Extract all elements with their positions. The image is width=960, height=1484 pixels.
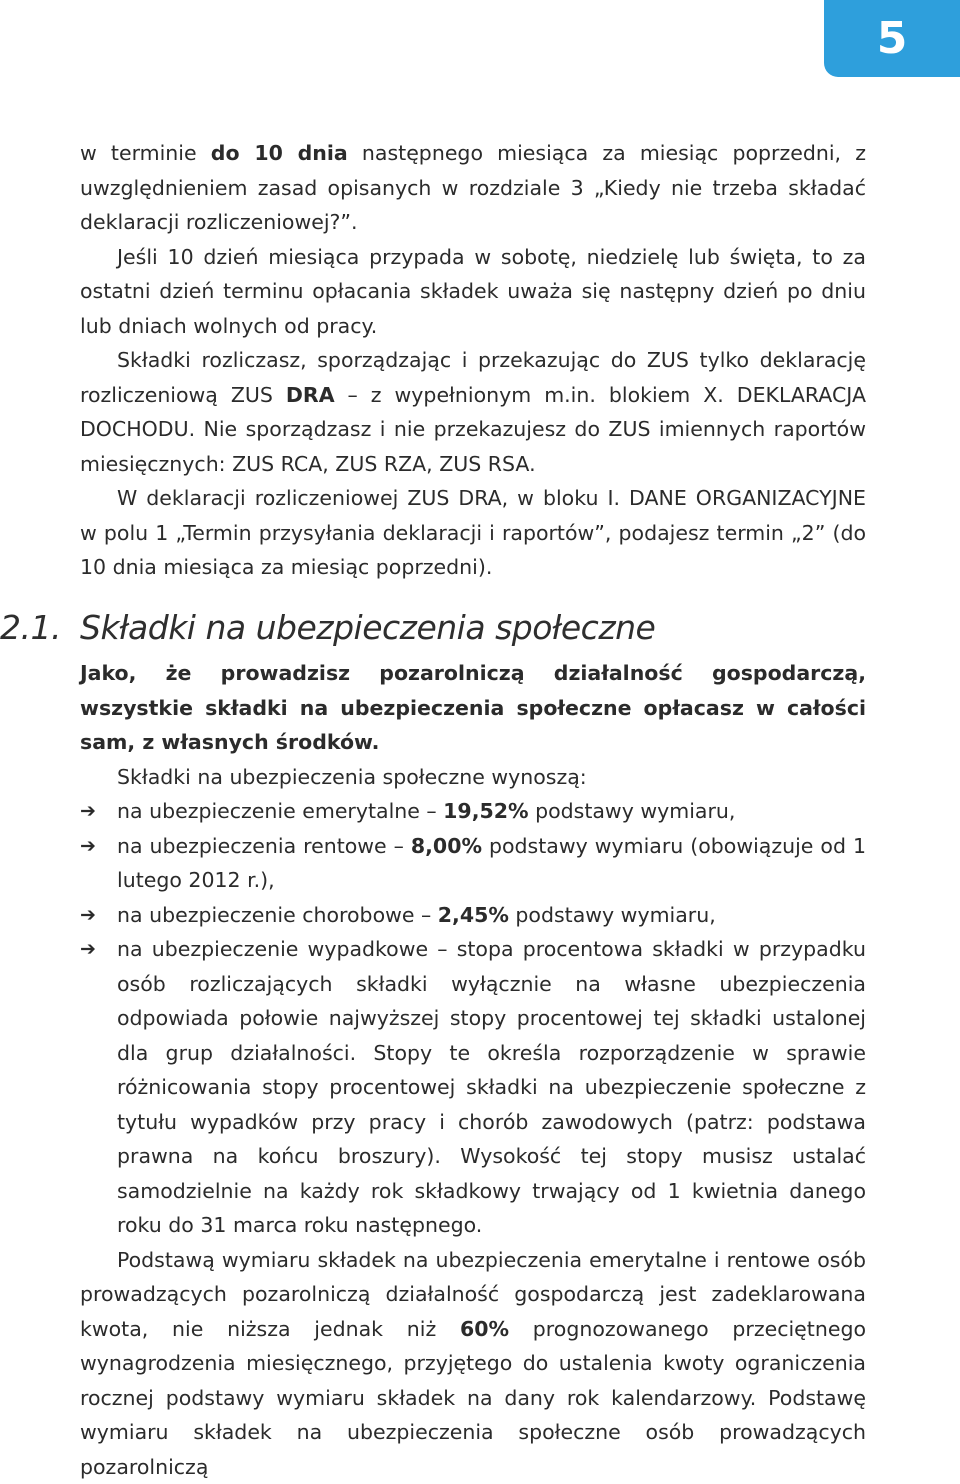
basis-paragraph bbox=[80, 1243, 866, 1484]
text-run: podstawy wymiaru, bbox=[529, 799, 736, 823]
section-heading bbox=[0, 604, 866, 652]
text-run: podstawy wymiaru (obowiązuje od 1 lutego 2012 r.), bbox=[117, 834, 866, 893]
text-run: następnego miesiąca za miesiąc poprzedni, z uwzględnieniem zasad opisanych w rozdziale 3 „Kiedy nie trzeba składać deklaracji rozliczeniowej?”. bbox=[80, 141, 866, 234]
emphasis-deadline: do 10 dnia bbox=[211, 141, 348, 165]
arrow-right-icon: ➔ bbox=[80, 932, 104, 967]
text-run: na ubezpieczenie emerytalne – bbox=[117, 799, 443, 823]
list-item bbox=[80, 932, 866, 1243]
list-item bbox=[80, 829, 866, 898]
section-number: 2.1. bbox=[0, 604, 80, 652]
page-number: 5 bbox=[877, 13, 908, 64]
intro-paragraph-4: W deklaracji rozliczeniowej ZUS DRA, w bloku I. DANE ORGANIZACYJNE w polu 1 „Termin przysyłania deklaracji i raportów”, podajesz termin „2” (do 10 dnia miesiąca za miesiąc poprzedni). bbox=[80, 481, 866, 585]
intro-block bbox=[80, 136, 866, 585]
intro-paragraph-3 bbox=[80, 343, 866, 481]
text-run: Podstawą wymiaru składek na ubezpieczenia emerytalne i rentowe osób prowadzących pozarolniczą działalność gospodarczą jest zadeklarowana kwota, nie niższa jednak niż bbox=[80, 1248, 866, 1341]
rate-value: 8,00% bbox=[411, 834, 482, 858]
text-run: prognozowanego przeciętnego wynagrodzenia miesięcznego, przyjętego do ustalenia kwoty ograniczenia rocznej podstawy wymiaru składek na dany rok kalendarzowy. Podstawę wymiaru składek na ubezpieczenia społeczne osób prowadzących pozarolniczą bbox=[80, 1317, 866, 1479]
text-run: – z wypełnionym m.in. blokiem X. DEKLARACJA DOCHODU. Nie sporządzasz i nie przekazujesz do ZUS imiennych raportów miesięcznych: ZUS RCA, ZUS RZA, ZUS RSA. bbox=[80, 383, 866, 476]
text-run: na ubezpieczenia rentowe – bbox=[117, 834, 411, 858]
section-lead: Jako, że prowadzisz pozarolniczą działalność gospodarczą, wszystkie składki na ubezpieczenia społeczne opłacasz w całości sam, z własnych środków. bbox=[80, 656, 866, 760]
list-item bbox=[80, 898, 866, 933]
list-item bbox=[80, 794, 866, 829]
rate-value: 19,52% bbox=[443, 799, 528, 823]
page-number-tab bbox=[824, 0, 960, 77]
arrow-right-icon: ➔ bbox=[80, 898, 104, 933]
text-run: na ubezpieczenie chorobowe – bbox=[117, 903, 438, 927]
text-run: Składki rozliczasz, sporządzając i przekazując do ZUS tylko deklarację rozliczeniową ZUS bbox=[80, 348, 866, 407]
arrow-right-icon: ➔ bbox=[80, 829, 104, 864]
intro-paragraph-1 bbox=[80, 136, 866, 240]
section-body bbox=[80, 656, 866, 1484]
rates-intro: Składki na ubezpieczenia społeczne wynoszą: bbox=[80, 760, 866, 795]
arrow-right-icon: ➔ bbox=[80, 794, 104, 829]
text-run: podstawy wymiaru, bbox=[509, 903, 716, 927]
emphasis-percent: 60% bbox=[460, 1317, 509, 1341]
section-title: Składki na ubezpieczenia społeczne bbox=[80, 608, 655, 647]
intro-paragraph-2: Jeśli 10 dzień miesiąca przypada w sobotę, niedzielę lub święta, to za ostatni dzień terminu opłacania składek uważa się następny dzień po dniu lub dniach wolnych od pracy. bbox=[80, 240, 866, 344]
text-run: na ubezpieczenie wypadkowe – stopa procentowa składki w przypadku osób rozliczających składki wyłącznie na własne ubezpieczenia odpowiada połowie najwyższej stopy procentowej tej składki ustalonej dla grup działalności. Stopy te określa rozporządzenie w sprawie różnicowania stopy procentowej składki na ubezpieczenie społeczne z tytułu wypadków przy pracy i chorób zawodowych (patrz: podstawa prawna na końcu broszury). Wysokość tej stopy musisz ustalać samodzielnie na każdy rok składkowy trwający od 1 kwietnia danego roku do 31 marca roku następnego. bbox=[117, 937, 866, 1237]
rate-value: 2,45% bbox=[438, 903, 509, 927]
emphasis-dra: DRA bbox=[286, 383, 335, 407]
text-run: w terminie bbox=[80, 141, 211, 165]
